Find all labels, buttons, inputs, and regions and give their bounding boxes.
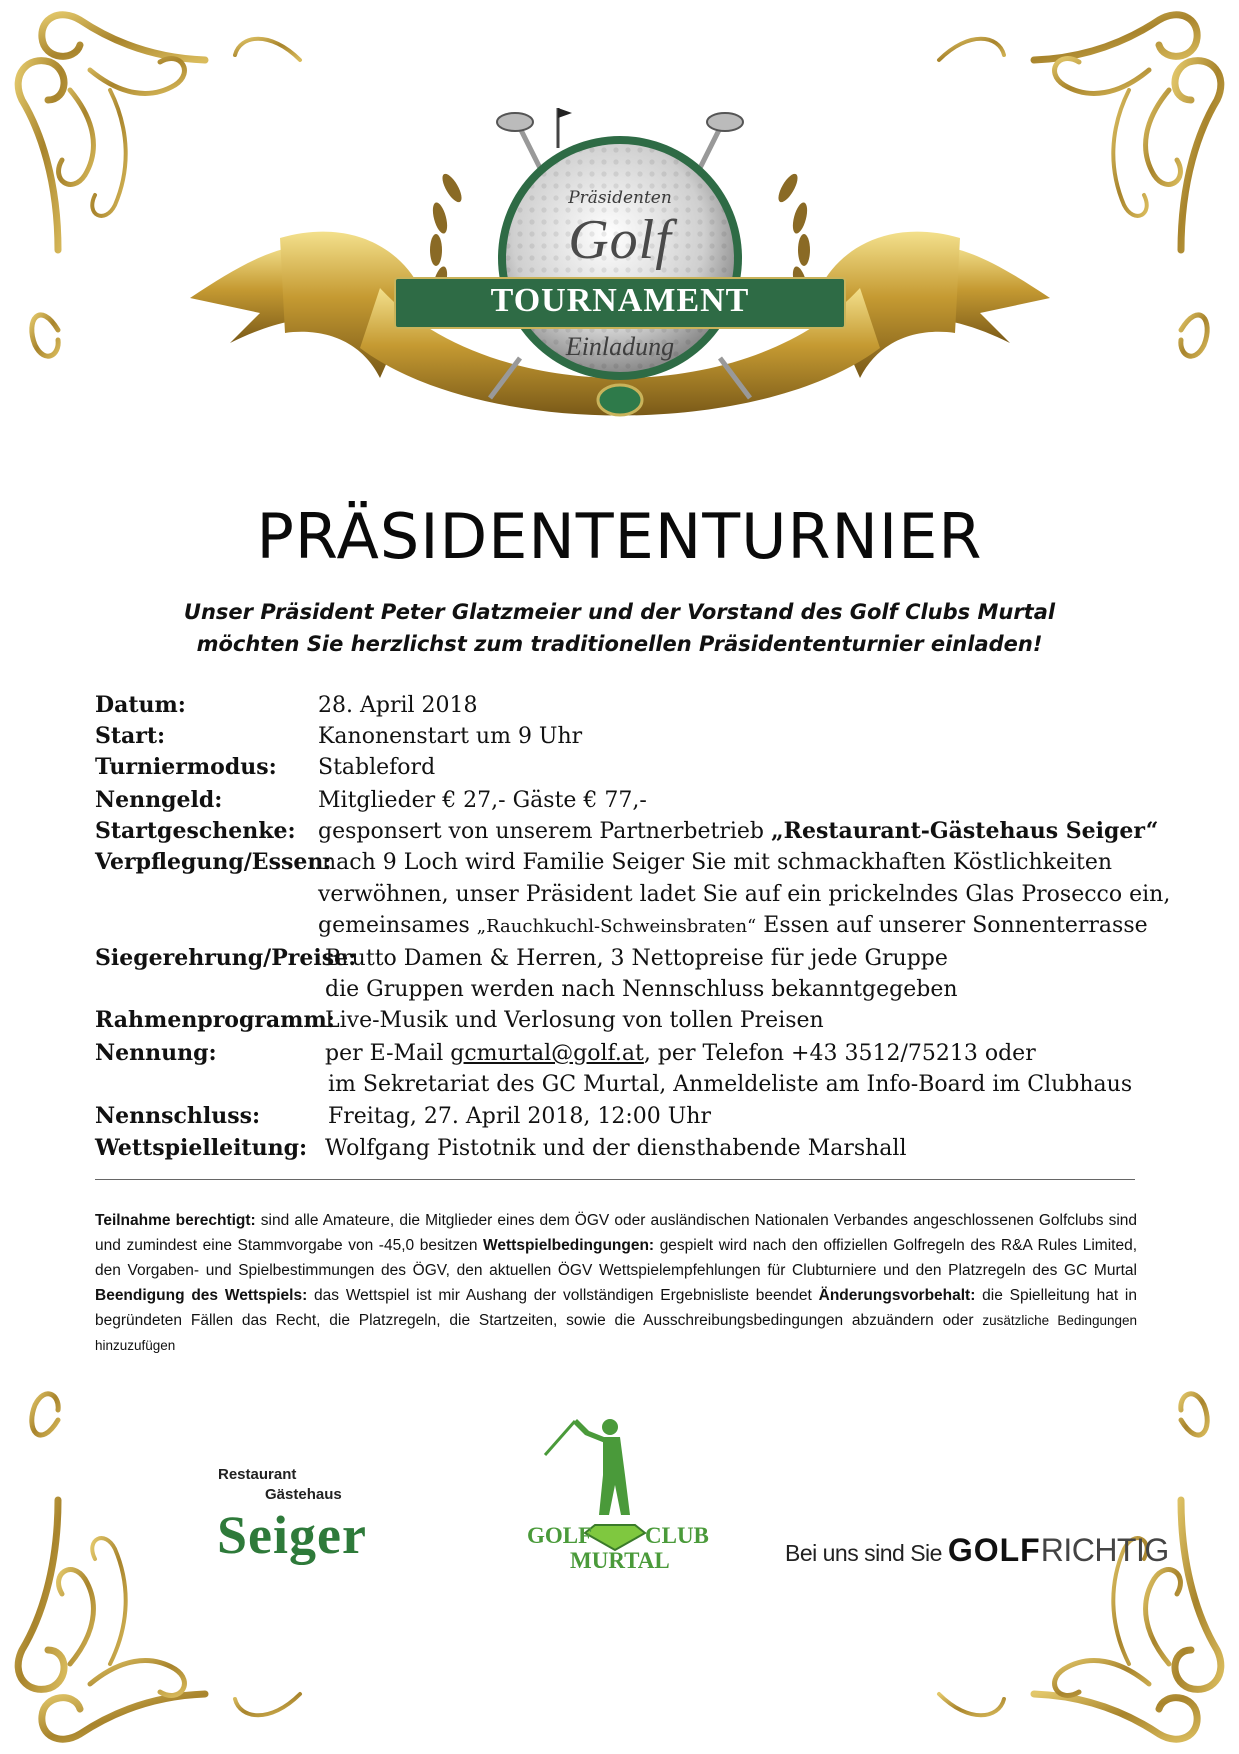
verpflegung-text-a: gemeinsames [318,913,477,938]
intro-text [0,596,1239,660]
nennung-suffix: , per Telefon +43 3512/75213 oder [643,1041,1036,1066]
condition-text: das Wettspiel ist mir Aushang der vollständigen Ergebnisliste beendet [307,1287,819,1304]
detail-value: Kanonenstart um 9 Uhr [318,724,583,749]
detail-value: Mitglieder € 27,- Gäste € 77,- [318,788,647,813]
geschenke-sponsor: „Restaurant-Gästehaus Seiger“ [771,818,1159,844]
detail-label: Nennung: [95,1040,217,1066]
detail-value-line-2: die Gruppen werden nach Nennschluss bekanntgegeben [325,977,958,1002]
logo-line-praesidenten: Präsidenten [568,188,672,208]
verpflegung-dish: „Rauchkuchl-Schweinsbraten“ [476,916,757,937]
seiger-name: Seiger [217,1505,367,1565]
detail-label: Start: [95,723,166,749]
logo-line-golf: Golf [568,209,672,271]
sponsor-logo-golfrichtig [785,1532,1169,1569]
detail-value: Wolfgang Pistotnik und der diensthabende Marshall [325,1136,907,1161]
detail-row-nennung [95,1038,1155,1103]
condition-text-small: zusätzliche Bedingungen hinzuzufügen [95,1313,1137,1353]
detail-value-line-2: im Sekretariat des GC Murtal, Anmeldeliste am Info-Board im Clubhaus [328,1072,1133,1097]
detail-value: Freitag, 27. April 2018, 12:00 Uhr [328,1104,711,1129]
sponsor-logo-seiger [215,1466,415,1576]
detail-value: Live-Musik und Verlosung von tollen Preisen [325,1008,824,1033]
detail-label: Datum: [95,692,186,718]
intro-line-1: Unser Präsident Peter Glatzmeier und der Vorstand des Golf Clubs Murtal [183,600,1056,624]
detail-label: Rahmenprogramm: [95,1007,335,1033]
detail-label: Startgeschenke: [95,818,296,844]
detail-label: Nennschluss: [95,1103,261,1129]
gcm-murtal: MURTAL [570,1548,670,1573]
detail-value: 28. April 2018 [318,693,478,718]
detail-value-line-1 [325,1038,1036,1069]
detail-row-siegerehrung [95,943,1155,1008]
detail-label: Nenngeld: [95,787,223,813]
condition-heading: Teilnahme berechtigt: [95,1212,256,1229]
condition-text: sind alle Amateure, die Mitglieder eines dem ÖGV oder ausländischen Nationalen Verbandes angeschlossenen Golfclubs sind und zumindest eine Stammvorgabe von -45,0 besitzen [95,1212,1137,1254]
detail-value-line-2: verwöhnen, unser Präsident ladet Sie auf ein prickelndes Glas Prosecco ein, [318,882,1171,907]
logo-line-einladung: Einladung [565,332,675,361]
seiger-restaurant: Restaurant [218,1466,297,1483]
detail-label: Siegerehrung/Preise: [95,945,357,971]
verpflegung-text-c: Essen auf unserer Sonnenterrasse [756,913,1148,938]
divider [95,1179,1135,1180]
condition-text: die Spielleitung hat in begründeten Fällen das Recht, die Platzregeln, die Startzeiten, sowie die Ausschreibungsbedingungen abzuändern oder [95,1287,1137,1329]
detail-value [318,816,1158,847]
tournament-logo [190,108,1050,458]
logo-line-tournament: TOURNAMENT [490,282,750,319]
seiger-gaestehaus: Gästehaus [265,1486,342,1503]
condition-text: gespielt wird nach den offiziellen Golfregeln des R&A Rules Limited, den Vorgaben- und Spielbestimmungen des ÖGV, den aktuellen ÖGV Wettspielempfehlungen für Clubturniere und den Platzregeln des GC Murtal [95,1237,1137,1279]
nennung-prefix: per E-Mail [325,1041,451,1066]
golfrichtig-richtig: RICHTIG [1040,1532,1169,1568]
page-title: PRÄSIDENTENTURNIER [256,500,983,573]
condition-heading: Beendigung des Wettspiels: [95,1287,308,1304]
golfrichtig-slogan: Bei uns sind Sie [785,1540,948,1566]
golfrichtig-golf: GOLF [947,1532,1041,1568]
detail-label: Turniermodus: [95,754,277,780]
detail-label: Wettspielleitung: [95,1135,308,1161]
condition-heading: Wettspielbedingungen: [483,1237,655,1254]
detail-row-verpflegung [95,847,1171,947]
condition-heading: Änderungsvorbehalt: [818,1287,976,1304]
detail-value: Stableford [318,755,436,780]
sponsor-logo-golf-club-murtal [525,1415,715,1575]
detail-value-line-1: nach 9 Loch wird Familie Seiger Sie mit schmackhaften Köstlichkeiten [322,850,1113,875]
detail-label: Verpflegung/Essen: [95,849,332,875]
intro-line-2: möchten Sie herzlichst zum traditionellen Präsidententurnier einladen! [196,632,1043,656]
gcm-club: CLUB [645,1523,709,1548]
conditions-text [95,1208,1137,1358]
detail-value-line-3 [318,910,1148,942]
detail-value-line-1: Brutto Damen & Herren, 3 Nettopreise für jede Gruppe [325,946,948,971]
email-link[interactable]: gcmurtal@golf.at [450,1041,644,1066]
geschenke-text: gesponsert von unserem Partnerbetrieb [318,819,772,844]
gcm-golf: GOLF [527,1523,593,1548]
